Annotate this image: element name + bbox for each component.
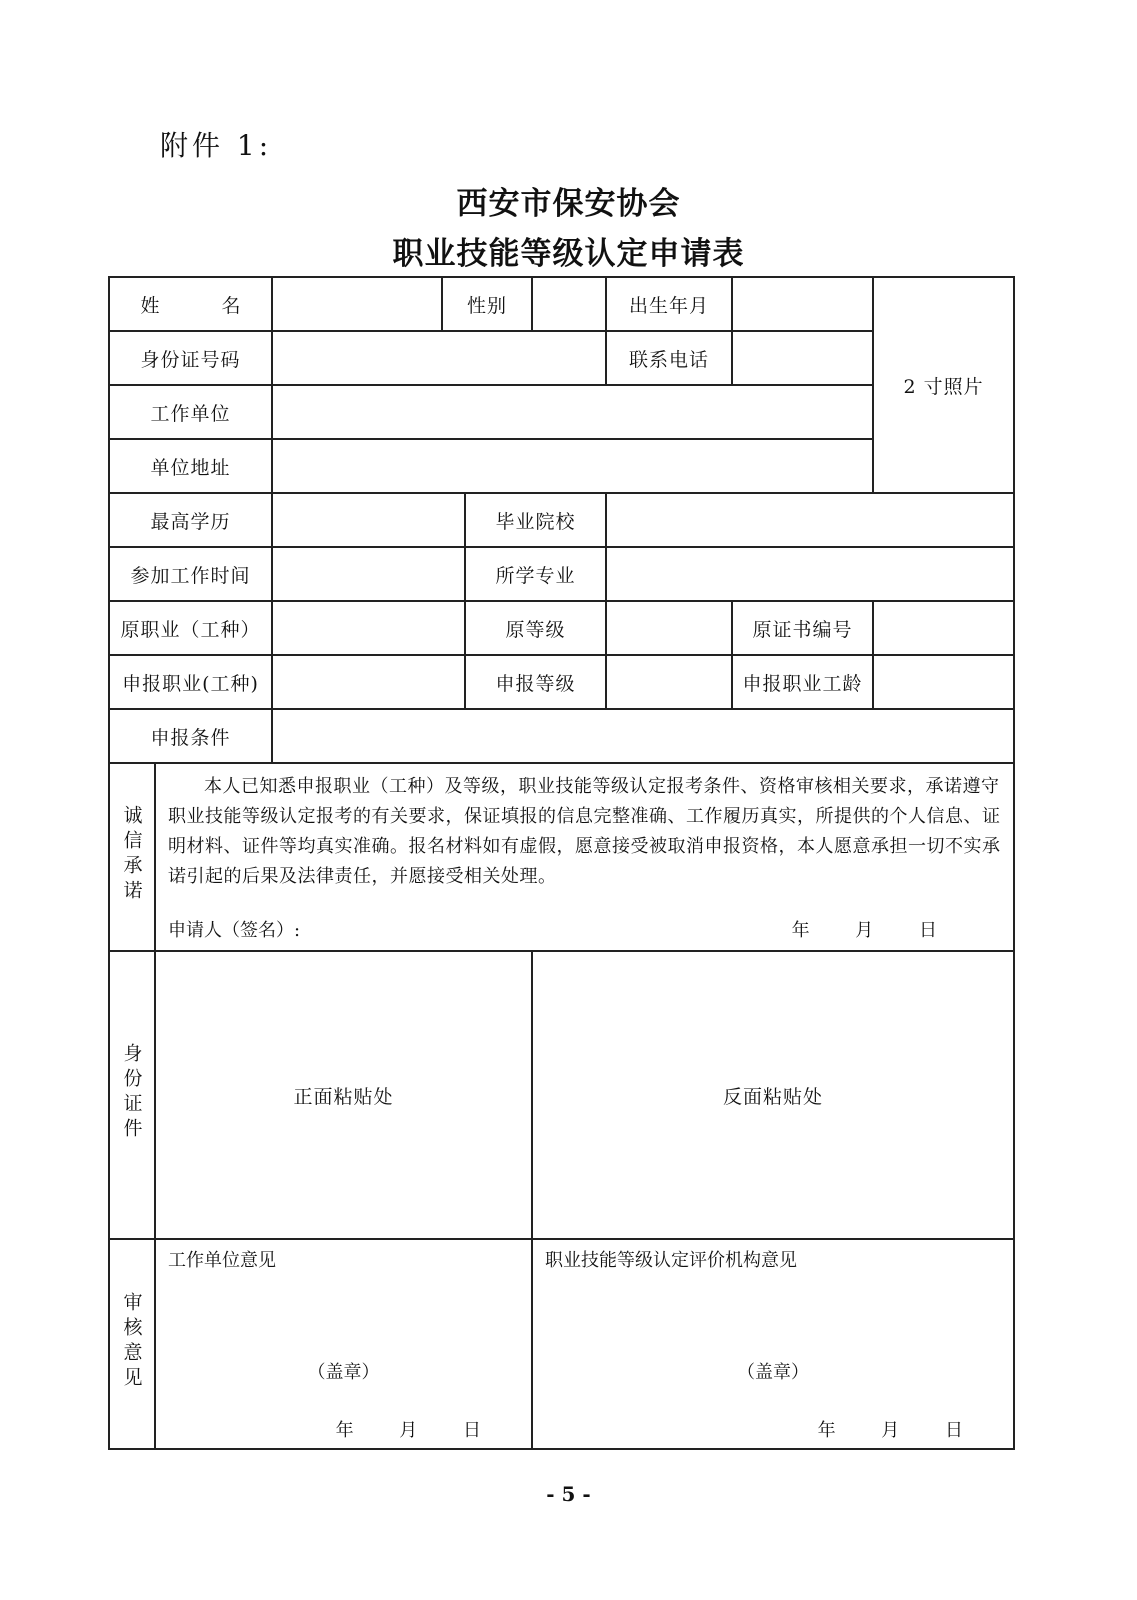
review-section-label: 审核意见 (109, 1239, 155, 1449)
work-start-field[interactable] (272, 547, 465, 601)
id-front-paste-area[interactable]: 正面粘贴处 (155, 951, 532, 1239)
phone-label: 联系电话 (606, 331, 732, 385)
employer-address-label: 单位地址 (109, 439, 272, 493)
evaluator-opinion-cell[interactable] (532, 1239, 1014, 1449)
birth-field[interactable] (732, 277, 873, 331)
pledge-section-label: 诚信承诺 (109, 763, 155, 951)
name-field[interactable] (272, 277, 442, 331)
apply-level-field[interactable] (606, 655, 732, 709)
apply-years-label: 申报职业工龄 (732, 655, 873, 709)
photo-box[interactable]: 2 寸照片 (873, 277, 1014, 493)
name-label: 姓 名 (109, 277, 272, 331)
work-start-label: 参加工作时间 (109, 547, 272, 601)
gender-label: 性别 (442, 277, 532, 331)
evaluator-date: 年 月 日 (817, 1420, 964, 1441)
id-back-paste-area[interactable]: 反面粘贴处 (532, 951, 1014, 1239)
apply-occupation-label: 申报职业(工种) (109, 655, 272, 709)
employer-date: 年 月 日 (335, 1420, 482, 1441)
pledge-cell (155, 763, 1014, 951)
orig-level-field[interactable] (606, 601, 732, 655)
birth-label: 出生年月 (606, 277, 732, 331)
id-card-section-label: 身份证件 (109, 951, 155, 1239)
school-label: 毕业院校 (465, 493, 606, 547)
education-field[interactable] (272, 493, 465, 547)
orig-cert-field[interactable] (873, 601, 1014, 655)
id-number-label: 身份证号码 (109, 331, 272, 385)
signature-label[interactable]: 申请人（签名）: (168, 920, 301, 941)
phone-field[interactable] (732, 331, 873, 385)
id-number-field[interactable] (272, 331, 606, 385)
apply-level-label: 申报等级 (465, 655, 606, 709)
title-organization: 西安市保安协会 (456, 186, 681, 222)
major-field[interactable] (606, 547, 1014, 601)
major-label: 所学专业 (465, 547, 606, 601)
application-form (108, 276, 1015, 1450)
education-label: 最高学历 (109, 493, 272, 547)
pledge-text: 本人已知悉申报职业（工种）及等级，职业技能等级认定报考条件、资格审核相关要求，承诺遵守职业技能等级认定报考的有关要求，保证填报的信息完整准确、工作履历真实，所提供的个人信息、证明材料、证件等均真实准确。报名材料如有虚假，愿意接受被取消申报资格，本人愿意承担一切不实承诺引起的后果及法律责任，并愿接受相关处理。 (168, 776, 1001, 887)
employer-opinion-label: 工作单位意见 (168, 1250, 276, 1271)
orig-occupation-field[interactable] (272, 601, 465, 655)
evaluator-opinion-label: 职业技能等级认定评价机构意见 (545, 1250, 798, 1271)
employer-label: 工作单位 (109, 385, 272, 439)
orig-level-label: 原等级 (465, 601, 606, 655)
orig-occupation-label: 原职业（工种） (109, 601, 272, 655)
employer-seal-label: （盖章） (307, 1362, 380, 1383)
pledge-date[interactable]: 年 月 日 (791, 920, 938, 941)
school-field[interactable] (606, 493, 1014, 547)
page-title: 职业技能等级认定申请表 (392, 236, 745, 272)
employer-address-field[interactable] (272, 439, 873, 493)
gender-field[interactable] (532, 277, 606, 331)
apply-occupation-field[interactable] (272, 655, 465, 709)
orig-cert-label: 原证书编号 (732, 601, 873, 655)
page-number: - 5 - (546, 1482, 591, 1506)
employer-opinion-cell[interactable] (155, 1239, 532, 1449)
apply-conditions-label: 申报条件 (109, 709, 272, 763)
apply-years-field[interactable] (873, 655, 1014, 709)
attachment-label: 附件 1: (160, 129, 273, 162)
employer-field[interactable] (272, 385, 873, 439)
evaluator-seal-label: （盖章） (737, 1362, 810, 1383)
apply-conditions-field[interactable] (272, 709, 1014, 763)
